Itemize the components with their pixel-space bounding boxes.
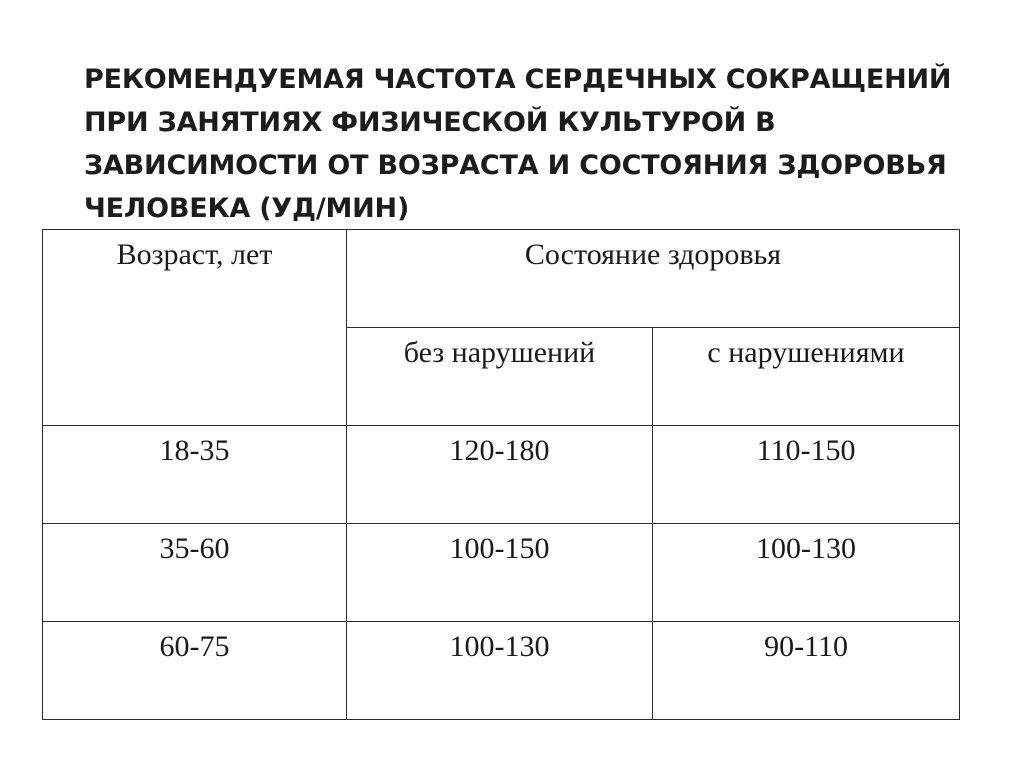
page-title [84,58,964,230]
cell-no-disorders: 100-130 [347,622,653,720]
heart-rate-table [42,229,960,720]
cell-with-disorders: 110-150 [653,426,960,524]
title-line: ПРИ ЗАНЯТИЯХ ФИЗИЧЕСКОЙ КУЛЬТУРОЙ В [84,107,776,138]
title-line: ЗАВИСИМОСТИ ОТ ВОЗРАСТА И СОСТОЯНИЯ ЗДОРОВЬЯ [84,150,947,181]
header-no-disorders: без нарушений [347,328,653,426]
header-age: Возраст, лет [43,230,347,426]
cell-age: 35-60 [43,524,347,622]
cell-with-disorders: 100-130 [653,524,960,622]
cell-age: 18-35 [43,426,347,524]
cell-age: 60-75 [43,622,347,720]
table-row [43,426,960,524]
table-row [43,524,960,622]
cell-with-disorders: 90-110 [653,622,960,720]
header-health: Состояние здоровья [347,230,960,328]
title-line: РЕКОМЕНДУЕМАЯ ЧАСТОТА СЕРДЕЧНЫХ СОКРАЩЕНИЙ [84,64,952,95]
header-with-disorders: с нарушениями [653,328,960,426]
table-header-row [43,230,960,328]
cell-no-disorders: 100-150 [347,524,653,622]
table-row [43,622,960,720]
cell-no-disorders: 120-180 [347,426,653,524]
title-line: ЧЕЛОВЕКА (УД/МИН) [84,193,410,224]
